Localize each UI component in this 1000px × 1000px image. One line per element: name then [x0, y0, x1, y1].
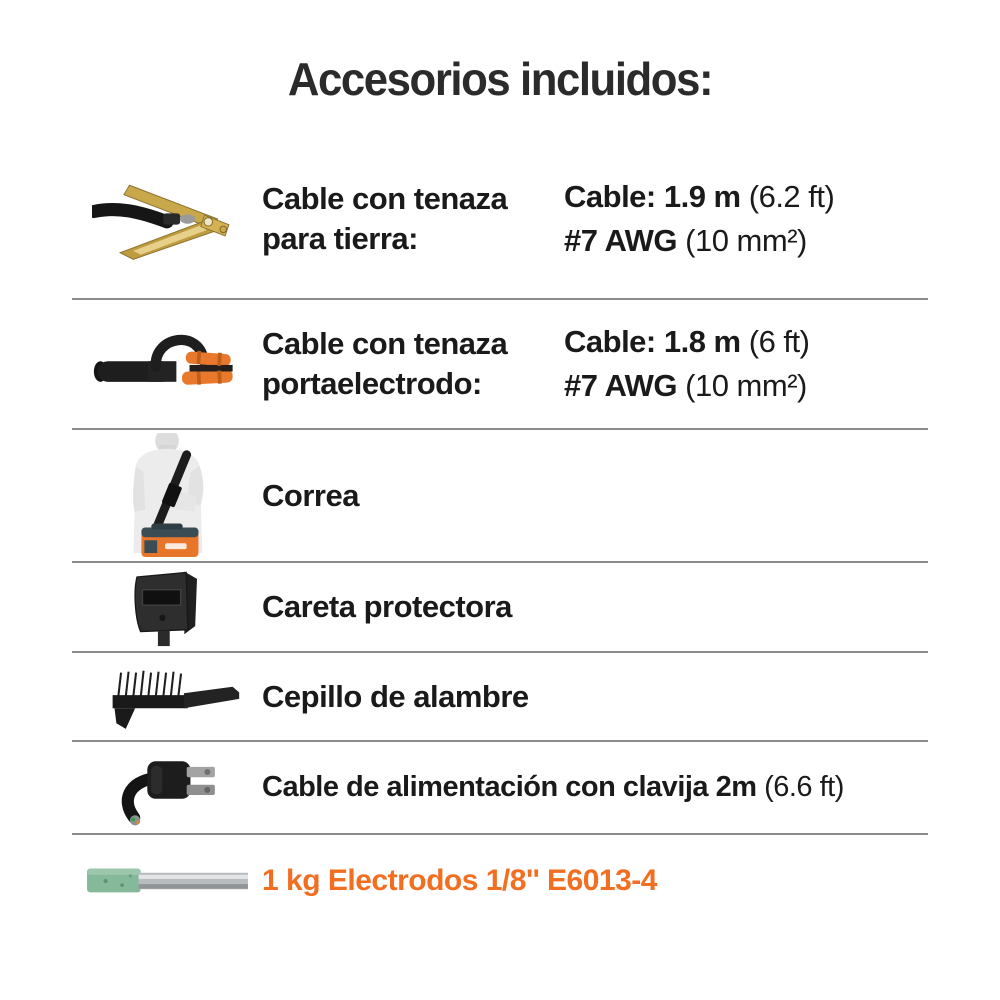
accessory-row-electrodes: [72, 835, 928, 927]
accessory-label: 1 kg Electrodos 1/8'' E6013-4: [262, 864, 657, 897]
accessory-image-cell: [72, 566, 262, 648]
accessory-row-ground-clamp: [72, 140, 928, 300]
welding-electrode-icon: [85, 862, 250, 900]
spec-line-2: #7 AWG (10 mm²): [564, 223, 807, 258]
ground-clamp-icon: [92, 171, 242, 267]
accessory-row-face-shield: [72, 563, 928, 653]
label-line-2: portaelectrodo:: [262, 366, 482, 401]
accessory-image-cell: [72, 661, 262, 733]
shoulder-strap-icon: [108, 433, 226, 559]
accessory-label: [262, 179, 564, 260]
wire-brush-icon: [92, 661, 242, 733]
accessory-image-cell: [72, 862, 262, 900]
accessory-row-electrode-holder: [72, 300, 928, 430]
accessory-row-wire-brush: [72, 653, 928, 742]
accessory-spec: [564, 175, 928, 263]
accessory-image-cell: [72, 433, 262, 559]
accessory-row-strap: [72, 430, 928, 563]
label-line-1: Cable con tenaza: [262, 325, 508, 361]
accessory-image-cell: [72, 321, 262, 407]
accessories-list: [72, 140, 928, 927]
electrode-holder-icon: [92, 321, 242, 407]
accessory-image-cell: [72, 748, 262, 828]
accessory-spec: [564, 320, 928, 408]
accessory-label: Correa: [262, 477, 359, 513]
accessory-image-cell: [72, 171, 262, 267]
accessory-label: Cable de alimentación con clavija 2m (6.6 ft): [262, 771, 844, 803]
accessory-row-power-cord: [72, 742, 928, 835]
label-line-1: Cable con tenaza: [262, 180, 508, 216]
accessory-label: Careta protectora: [262, 589, 512, 624]
power-plug-icon: [106, 748, 228, 828]
face-shield-icon: [117, 566, 217, 648]
spec-line-1: Cable: 1.9 m (6.2 ft): [564, 178, 835, 214]
spec-line-1: Cable: 1.8 m (6 ft): [564, 323, 810, 359]
spec-line-2: #7 AWG (10 mm²): [564, 368, 807, 403]
accessory-label: Cepillo de alambre: [262, 678, 529, 714]
label-line-2: para tierra:: [262, 221, 418, 256]
page-title: Accesorios incluidos:: [287, 53, 713, 105]
accessory-label: [262, 324, 564, 405]
